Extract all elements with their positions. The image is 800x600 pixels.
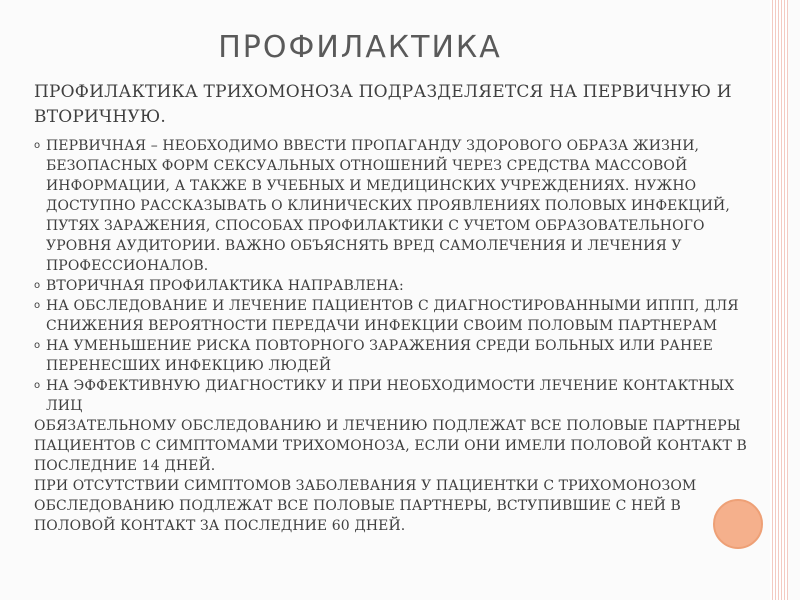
list-item-text: ВТОРИЧНАЯ ПРОФИЛАКТИКА НАПРАВЛЕНА:	[46, 278, 404, 294]
bullet-circle-icon: o	[34, 340, 41, 351]
list-item-text: НА ЭФФЕКТИВНУЮ ДИАГНОСТИКУ И ПРИ НЕОБХОДИМОСТИ ЛЕЧЕНИЕ КОНТАКТНЫХ ЛИЦ	[46, 378, 735, 414]
decorative-stripe	[770, 0, 788, 600]
list-item-text: ПЕРВИЧНАЯ – НЕОБХОДИМО ВВЕСТИ ПРОПАГАНДУ ЗДОРОВОГО ОБРАЗА ЖИЗНИ, БЕЗОПАСНЫХ ФОРМ СЕКСУАЛЬНЫХ ОТНОШЕНИЙ ЧЕРЕЗ СРЕДСТВА МАССОВОЙ ИНФОРМАЦИИ, А ТАКЖЕ В УЧЕБНЫХ И МЕДИЦИНСКИХ УЧРЕЖДЕНИЯХ. НУЖНО ДОСТУПНО РАССКАЗЫВАТЬ О КЛИНИЧЕСКИХ ПРОЯВЛЕНИЯХ ПОЛОВЫХ ИНФЕКЦИЙ, ПУТЯХ ЗАРАЖЕНИЯ, СПОСОБАХ ПРОФИЛАКТИКИ С УЧЕТОМ ОБРАЗОВАТЕЛЬНОГО УРОВНЯ АУДИТОРИИ. ВАЖНО ОБЪЯСНЯТЬ ВРЕД САМОЛЕЧЕНИЯ И ЛЕЧЕНИЯ У ПРОФЕССИОНАЛОВ.	[46, 138, 730, 274]
bullet-circle-icon: o	[34, 300, 41, 311]
intro-text: ПРОФИЛАКТИКА ТРИХОМОНОЗА ПОДРАЗДЕЛЯЕТСЯ НА ПЕРВИЧНУЮ И ВТОРИЧНУЮ.	[34, 82, 732, 127]
list-item	[34, 136, 756, 276]
bullet-circle-icon: o	[34, 280, 41, 291]
bullet-circle-icon: o	[34, 140, 41, 151]
paragraph: ОБЯЗАТЕЛЬНОМУ ОБСЛЕДОВАНИЮ И ЛЕЧЕНИЮ ПОДЛЕЖАТ ВСЕ ПОЛОВЫЕ ПАРТНЕРЫ ПАЦИЕНТОВ С СИМПТОМАМИ ТРИХОМОНОЗА, ЕСЛИ ОНИ ИМЕЛИ ПОЛОВОЙ КОНТАКТ В ПОСЛЕДНИЕ 14 ДНЕЙ.	[34, 418, 747, 474]
list-item	[34, 296, 756, 336]
list-item	[34, 276, 756, 296]
paragraph: ПРИ ОТСУТСТВИИ СИМПТОМОВ ЗАБОЛЕВАНИЯ У ПАЦИЕНТКИ С ТРИХОМОНОЗОМ ОБСЛЕДОВАНИЮ ПОДЛЕЖАТ ВСЕ ПОЛОВЫЕ ПАРТНЕРЫ, ВСТУПИВШИЕ С НЕЙ В ПОЛОВОЙ КОНТАКТ ЗА ПОСЛЕДНИЕ 60 ДНЕЙ.	[34, 478, 697, 534]
decorative-circle	[713, 499, 763, 549]
bullet-circle-icon: o	[34, 380, 41, 391]
list-item	[34, 336, 756, 376]
list-item	[34, 376, 756, 416]
slide-title: ПРОФИЛАКТИКА	[218, 30, 502, 65]
list-item-text: НА УМЕНЬШЕНИЕ РИСКА ПОВТОРНОГО ЗАРАЖЕНИЯ СРЕДИ БОЛЬНЫХ ИЛИ РАНЕЕ ПЕРЕНЕСШИХ ИНФЕКЦИЮ ЛЮДЕЙ	[46, 338, 713, 374]
list-item-text: НА ОБСЛЕДОВАНИЕ И ЛЕЧЕНИЕ ПАЦИЕНТОВ С ДИАГНОСТИРОВАННЫМИ ИППП, ДЛЯ СНИЖЕНИЯ ВЕРОЯТНОСТИ ПЕРЕДАЧИ ИНФЕКЦИИ СВОИМ ПОЛОВЫМ ПАРТНЕРАМ	[46, 298, 739, 334]
slide-body	[34, 80, 756, 536]
